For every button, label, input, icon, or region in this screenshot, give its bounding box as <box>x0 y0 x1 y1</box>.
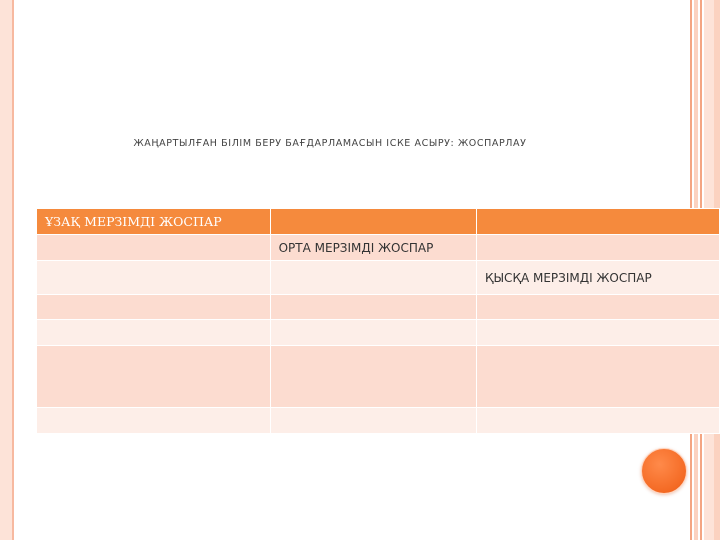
decorative-circle <box>641 448 687 494</box>
left-decor-line <box>12 0 14 540</box>
table-cell <box>270 346 476 408</box>
table-cell <box>37 235 271 261</box>
left-decor-band <box>0 0 12 540</box>
table-cell <box>476 295 719 320</box>
table-cell <box>37 320 271 346</box>
table-cell <box>476 320 719 346</box>
table-row <box>37 320 720 346</box>
table-cell <box>270 261 476 295</box>
table-cell <box>270 408 476 434</box>
table-header-row <box>37 209 720 235</box>
table-cell <box>270 295 476 320</box>
table-cell <box>476 235 719 261</box>
table-cell <box>476 408 719 434</box>
table-cell-mid-term: ОРТА МЕРЗІМДІ ЖОСПАР <box>270 235 476 261</box>
table-cell <box>270 209 476 235</box>
table-cell-short-term: ҚЫСҚА МЕРЗІМДІ ЖОСПАР <box>476 261 719 295</box>
table-cell <box>37 346 271 408</box>
table-cell <box>37 261 271 295</box>
table-row <box>37 235 720 261</box>
table-row <box>37 295 720 320</box>
planning-table <box>36 208 720 434</box>
table-cell <box>37 408 271 434</box>
table-row <box>37 346 720 408</box>
table-row <box>37 261 720 295</box>
slide-title: ЖАҢАРТЫЛҒАН БІЛІМ БЕРУ БАҒДАРЛАМАСЫН ІСКЕ АСЫРУ: ЖОСПАРЛАУ <box>133 138 527 149</box>
table-row <box>37 408 720 434</box>
table-cell <box>476 346 719 408</box>
table-cell <box>476 209 719 235</box>
table-cell <box>37 295 271 320</box>
table-cell <box>270 320 476 346</box>
table-cell-long-term: ҰЗАҚ МЕРЗІМДІ ЖОСПАР <box>37 209 271 235</box>
